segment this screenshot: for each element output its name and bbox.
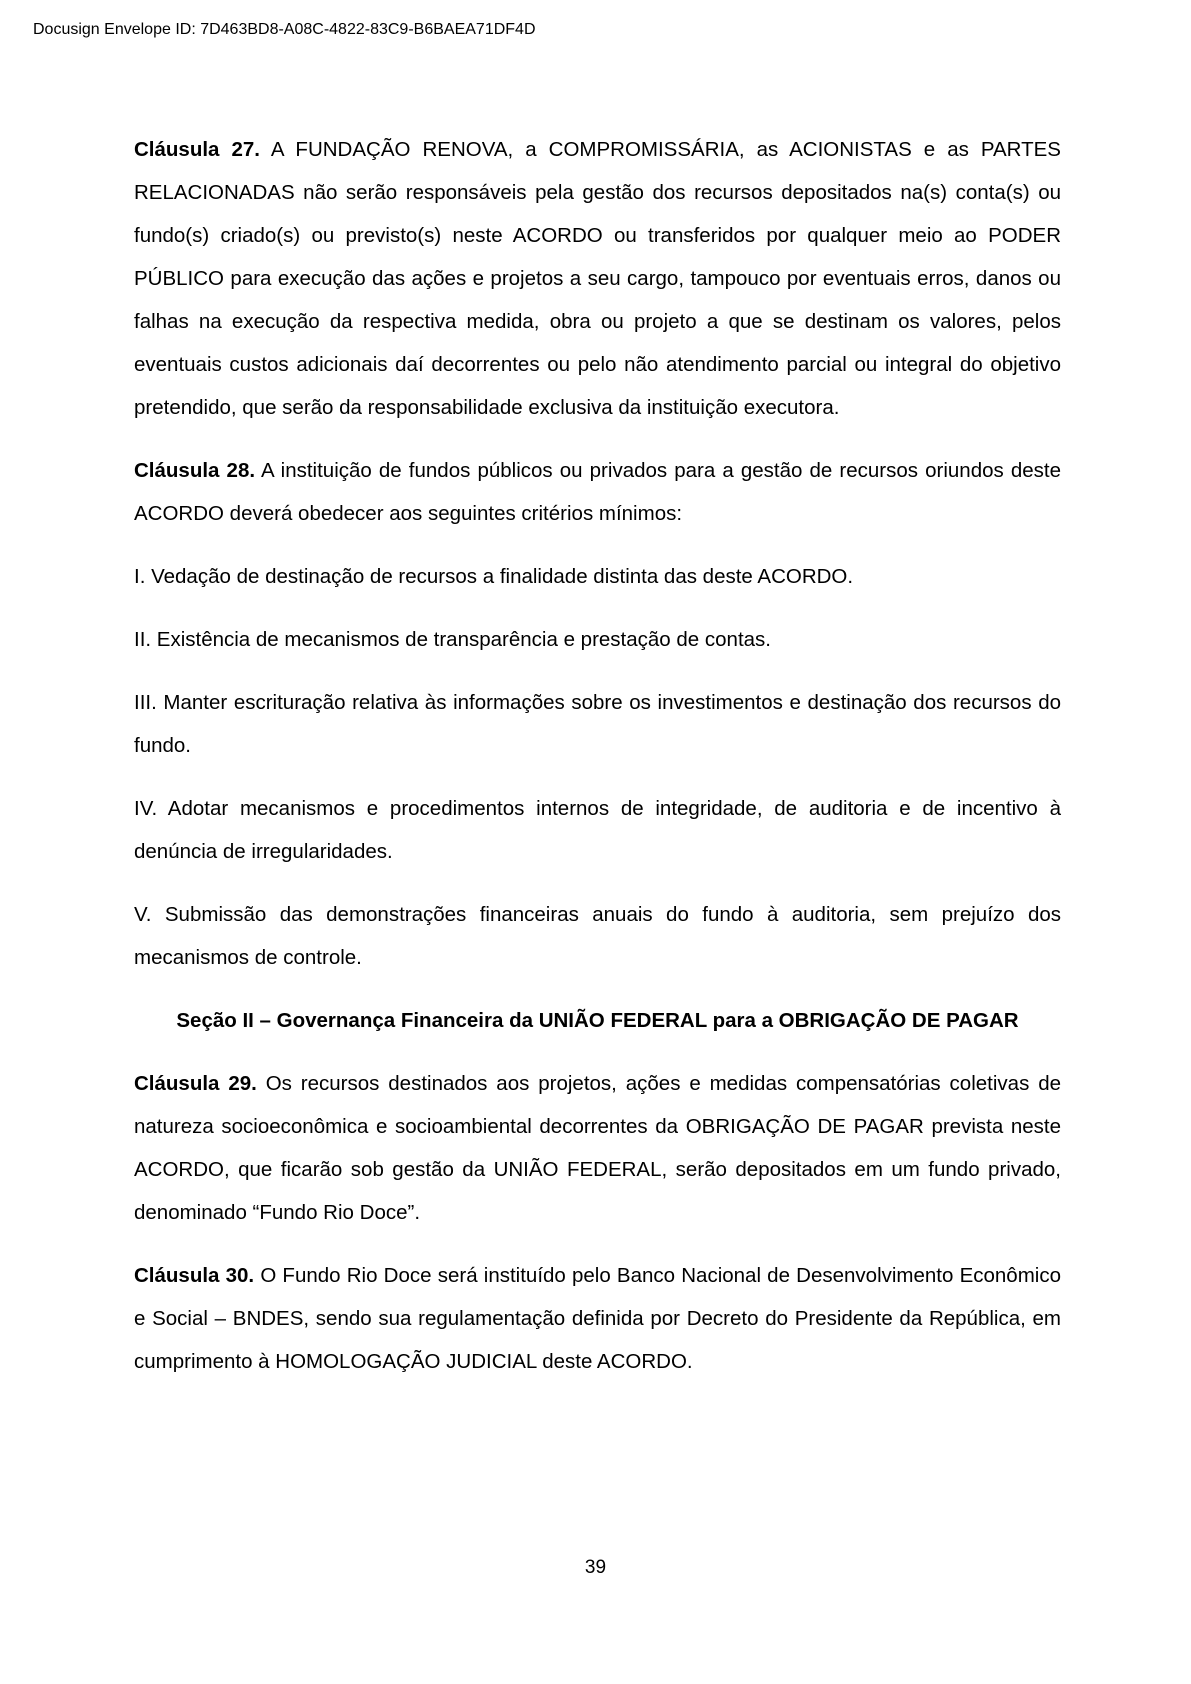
criterion-item-3: III. Manter escrituração relativa às informações sobre os investimentos e destinação dos recursos do fundo. — [134, 691, 1061, 757]
document-body — [134, 128, 1061, 1403]
clause-30-text: O Fundo Rio Doce será instituído pelo Banco Nacional de Desenvolvimento Econômico e Social – BNDES, sendo sua regulamentação definida por Decreto do Presidente da República, em cumprimento à HOMOLOGAÇÃO JUDICIAL deste ACORDO. — [134, 1264, 1061, 1373]
clause-29-paragraph — [134, 1062, 1061, 1234]
clause-29-label: Cláusula 29. — [134, 1072, 257, 1095]
section-ii-heading: Seção II – Governança Financeira da UNIÃO FEDERAL para a OBRIGAÇÃO DE PAGAR — [176, 1009, 1019, 1032]
criterion-item-5: V. Submissão das demonstrações financeiras anuais do fundo à auditoria, sem prejuízo dos mecanismos de controle. — [134, 903, 1061, 969]
criterion-item-2: II. Existência de mecanismos de transparência e prestação de contas. — [134, 628, 771, 651]
docusign-envelope-id: Docusign Envelope ID: 7D463BD8-A08C-4822-83C9-B6BAEA71DF4D — [33, 21, 536, 38]
clause-27-label: Cláusula 27. — [134, 138, 260, 161]
clause-30-paragraph — [134, 1254, 1061, 1383]
clause-27-paragraph — [134, 128, 1061, 429]
clause-28-label: Cláusula 28. — [134, 459, 256, 482]
clause-28-text: A instituição de fundos públicos ou privados para a gestão de recursos oriundos deste ACORDO deverá obedecer aos seguintes critérios mínimos: — [134, 459, 1061, 525]
clause-28-paragraph — [134, 449, 1061, 535]
criterion-item-4: IV. Adotar mecanismos e procedimentos internos de integridade, de auditoria e de incentivo à denúncia de irregularidades. — [134, 797, 1061, 863]
clause-27-text: A FUNDAÇÃO RENOVA, a COMPROMISSÁRIA, as ACIONISTAS e as PARTES RELACIONADAS não serão responsáveis pela gestão dos recursos depositados na(s) conta(s) ou fundo(s) criado(s) ou previsto(s) neste ACORDO ou transferidos por qualquer meio ao PODER PÚBLICO para execução das ações e projetos a seu cargo, tampouco por eventuais erros, danos ou falhas na execução da respectiva medida, obra ou projeto a que se destinam os valores, pelos eventuais custos adicionais daí decorrentes ou pelo não atendimento parcial ou integral do objetivo pretendido, que serão da responsabilidade exclusiva da instituição executora. — [134, 138, 1061, 419]
page-number: 39 — [584, 1557, 607, 1578]
clause-30-label: Cláusula 30. — [134, 1264, 255, 1287]
clause-29-text: Os recursos destinados aos projetos, ações e medidas compensatórias coletivas de natureza socioeconômica e socioambiental decorrentes da OBRIGAÇÃO DE PAGAR prevista neste ACORDO, que ficarão sob gestão da UNIÃO FEDERAL, serão depositados em um fundo privado, denominado “Fundo Rio Doce”. — [134, 1072, 1061, 1224]
criterion-item-1: I. Vedação de destinação de recursos a finalidade distinta das deste ACORDO. — [134, 565, 854, 588]
